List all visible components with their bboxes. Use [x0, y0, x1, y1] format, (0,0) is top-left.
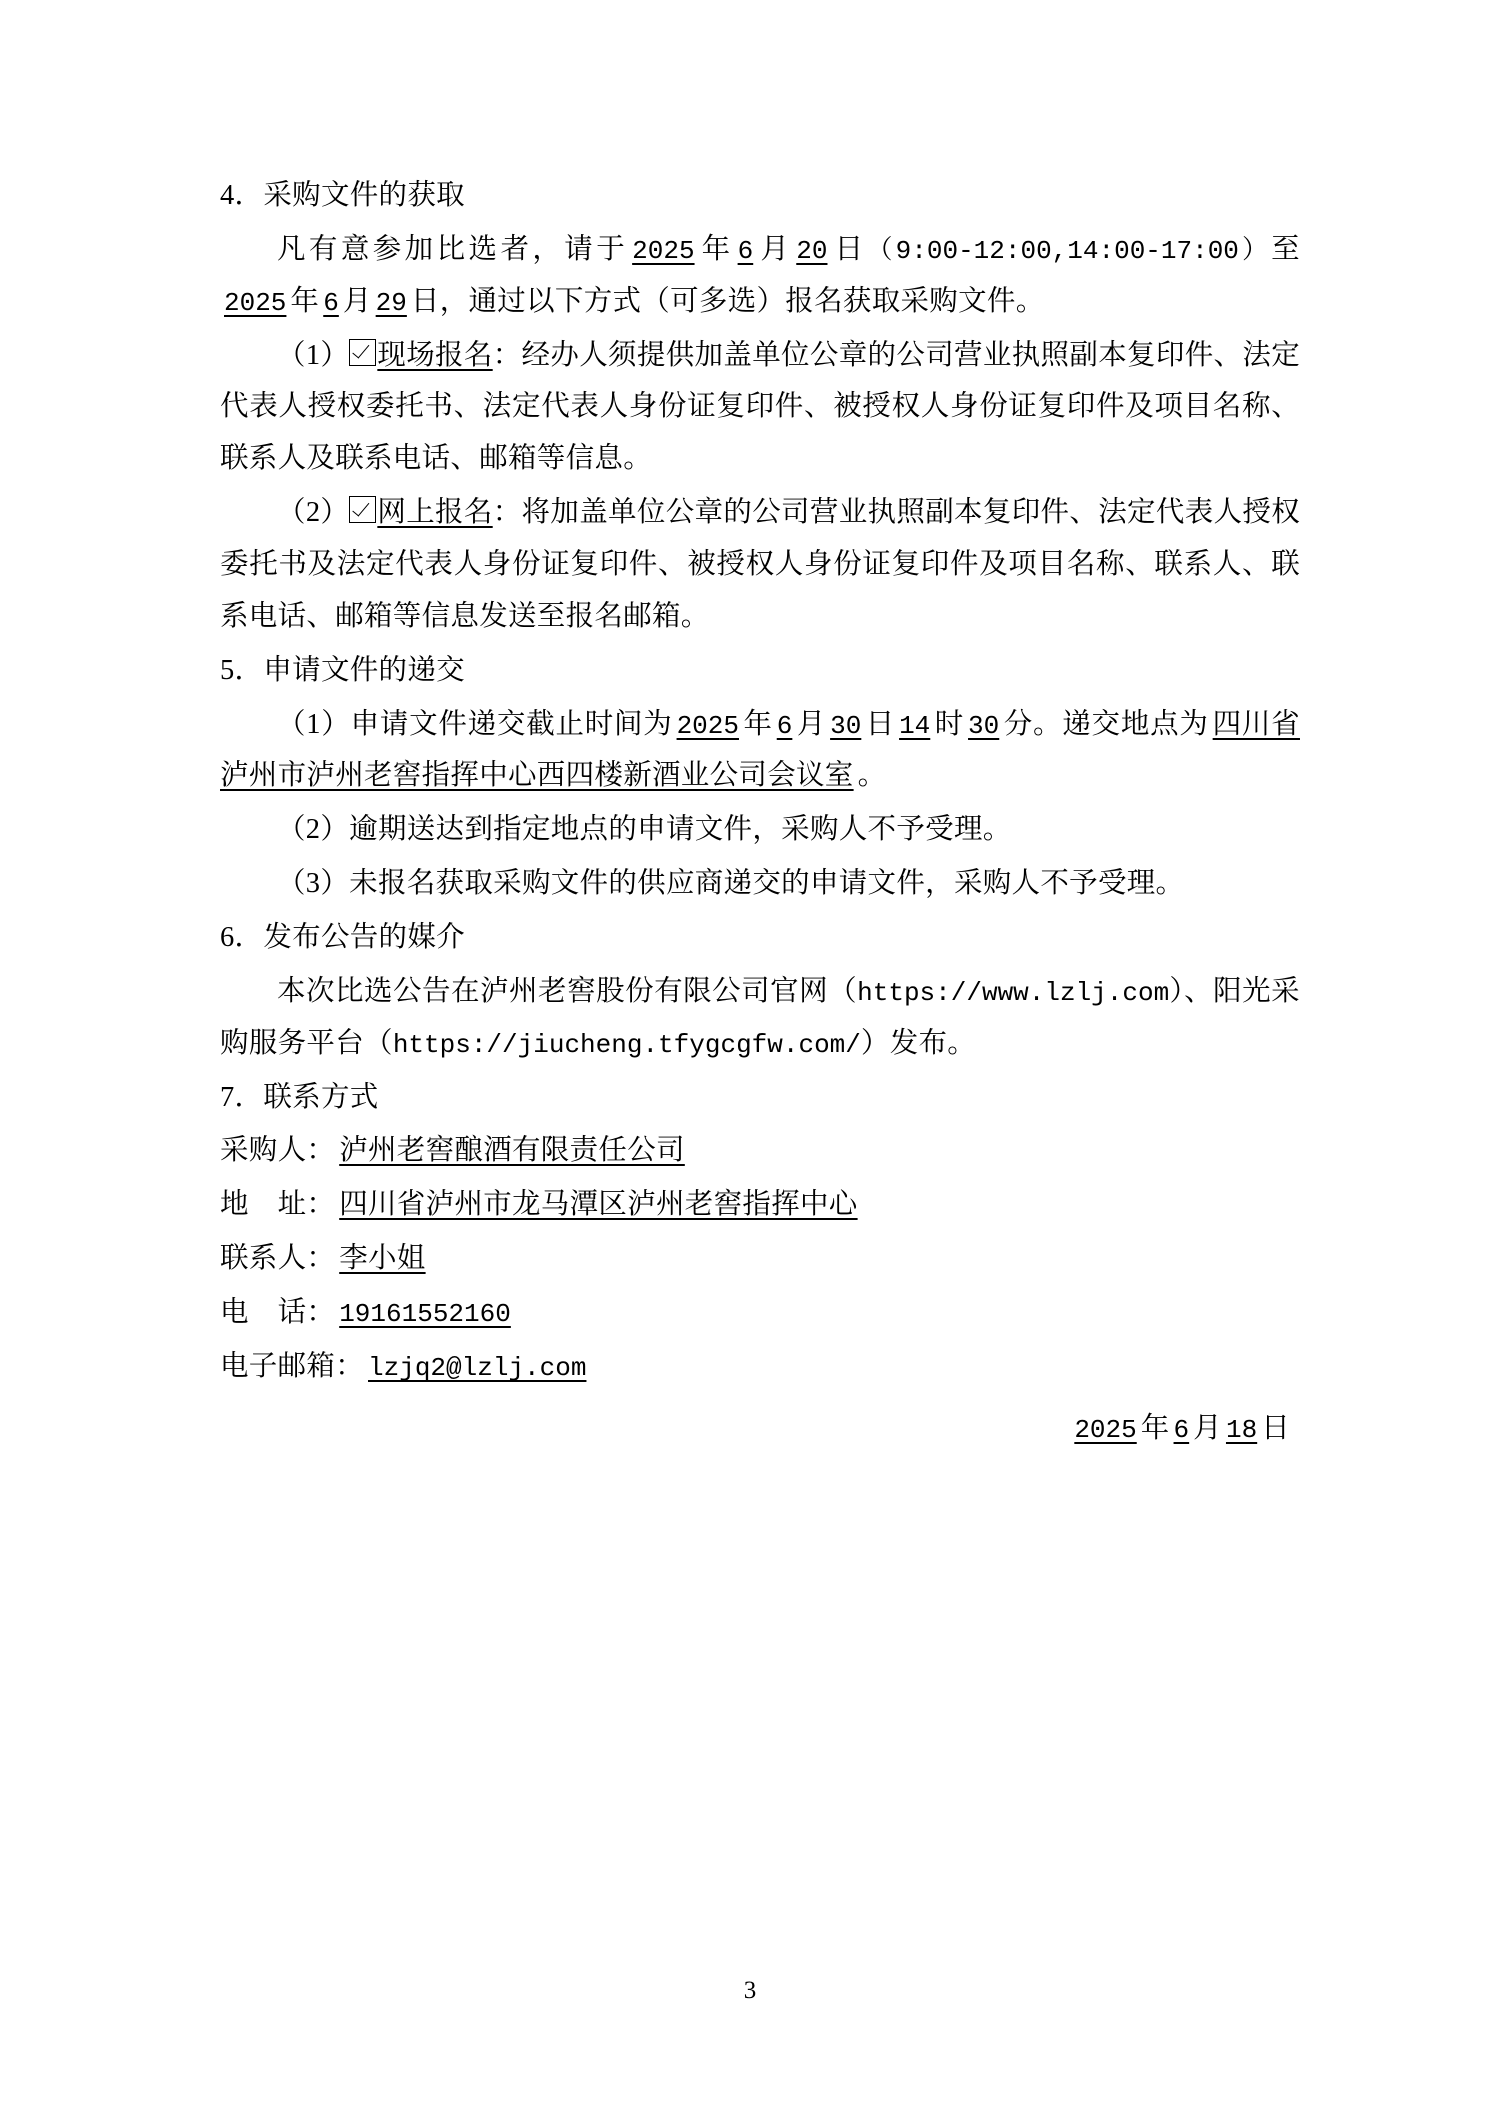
contact-label-phone: 电 话： [220, 1297, 336, 1329]
s5-deadline-month: 6 [776, 710, 793, 741]
contact-value-phone: 19161552160 [339, 1299, 511, 1330]
s4-end-year: 2025 [224, 287, 287, 318]
contact-label-address: 地 址： [220, 1189, 336, 1221]
s4-item2-number: （2） [277, 497, 350, 529]
contact-value-purchaser: 泸州老窖酿酒有限责任公司 [339, 1135, 685, 1167]
page-number: 3 [743, 1977, 757, 2004]
s4-end-month: 6 [323, 287, 339, 318]
s4-year-unit-2: 年 [290, 285, 320, 317]
s5-deadline-day: 30 [830, 710, 862, 741]
s4-end-day: 29 [375, 287, 407, 318]
contact-label-purchaser: 采购人： [220, 1135, 336, 1167]
contact-row-email [220, 1341, 1300, 1393]
contact-value-person: 李小姐 [339, 1243, 426, 1275]
sign-month: 6 [1173, 1414, 1190, 1445]
checkbox-checked-icon[interactable] [349, 339, 376, 366]
section-4-heading: 4．采购文件的获取 [220, 180, 465, 211]
s4-item1-number: （1） [277, 339, 350, 371]
s4-item1-text: ：经办人须提供加盖单位公章的公司营业执照副本复印件、法定代表人授权委托书、法定代表人身份证复印件、被授权人身份证复印件及项目名称、联系人及联系电话、邮箱等信息。 [220, 339, 1301, 475]
sign-year: 2025 [1074, 1414, 1137, 1445]
contact-row-address [220, 1179, 1300, 1231]
section-4-paragraph-1 [220, 224, 1300, 328]
s5-deadline-hour: 14 [899, 710, 931, 741]
section-5-item-2: （2）逾期送达到指定地点的申请文件，采购人不予受理。 [277, 814, 1012, 846]
s6-text-b: ）、阳光采购服务平台（ [220, 975, 1300, 1059]
procurement-platform-url[interactable]: https://jiucheng.tfygcgfw.com/ [392, 1029, 861, 1060]
checkbox-checked-icon[interactable] [349, 496, 376, 523]
s5-deadline-minute: 30 [968, 710, 1000, 741]
s5-deadline-year: 2025 [676, 710, 739, 741]
contact-row-phone [220, 1287, 1300, 1339]
s6-text-a: 本次比选公告在泸州老窖股份有限公司官网（ [277, 975, 858, 1007]
section-4-item-2 [220, 487, 1300, 643]
section-6-heading: 6．发布公告的媒介 [220, 922, 465, 954]
contact-row-person [220, 1233, 1300, 1285]
s4-p1-text-a: 凡有意参加比选者，请于 [277, 233, 629, 265]
s5-month-unit: 月 [796, 708, 827, 740]
contact-label-person: 联系人： [220, 1243, 336, 1275]
s5-year-unit: 年 [742, 708, 773, 740]
s4-time-range: （9:00-12:00,14:00-17:00） [866, 235, 1272, 266]
contact-value-email[interactable]: lzjq2@lzlj.com [368, 1352, 587, 1383]
contact-value-address: 四川省泸州市龙马潭区泸州老窖指挥中心 [339, 1189, 858, 1221]
sign-day-unit: 日 [1261, 1412, 1290, 1444]
s4-item1-title: 现场报名 [377, 339, 493, 371]
s4-year-unit-1: 年 [698, 233, 734, 265]
s4-start-day: 20 [796, 235, 828, 266]
s5-item1-text-a: （1）申请文件递交截止时间为 [277, 708, 673, 740]
document-body [220, 170, 1300, 1455]
sign-year-unit: 年 [1140, 1412, 1170, 1444]
s5-submission-place: 四川省泸州市泸州老窖指挥中心西四楼新酒业公司会议室 [220, 708, 1300, 792]
contact-label-email: 电子邮箱： [220, 1350, 365, 1382]
section-5-heading: 5．申请文件的递交 [220, 654, 465, 686]
s5-item1-text-c: 。 [857, 760, 887, 792]
s4-month-unit-2: 月 [342, 285, 372, 317]
s5-day-unit: 日 [865, 708, 896, 740]
sign-month-unit: 月 [1193, 1412, 1222, 1444]
s5-minute-unit: 分 [1003, 708, 1033, 740]
s4-p1-text-b: 至 [1271, 233, 1300, 265]
s6-text-c: ）发布。 [860, 1027, 977, 1059]
s4-item2-text: ：将加盖单位公章的公司营业执照副本复印件、法定代表人授权委托书及法定代表人身份证复印件、被授权人身份证复印件及项目名称、联系人、联系电话、邮箱等信息发送至报名邮箱。 [220, 497, 1301, 632]
official-website-url[interactable]: https://www.lzlj.com [857, 977, 1170, 1008]
s4-start-year: 2025 [632, 235, 695, 266]
section-6-paragraph [220, 966, 1300, 1070]
s4-day-unit-1: 日 [831, 233, 867, 265]
section-7-heading: 7．联系方式 [220, 1081, 379, 1113]
s4-month-unit-1: 月 [757, 233, 793, 265]
section-5-item-3: （3）未报名获取采购文件的供应商递交的申请文件，采购人不予受理。 [277, 868, 1185, 900]
sign-day: 18 [1225, 1414, 1258, 1445]
s4-day-unit-2: 日 [410, 285, 440, 317]
contact-row-purchaser [220, 1125, 1300, 1177]
s4-start-month: 6 [737, 235, 754, 266]
signature-date [220, 1403, 1300, 1455]
s5-item1-text-b: 。递交地点为 [1033, 708, 1209, 740]
section-4-item-1 [220, 330, 1300, 486]
s4-p1-text-c: ，通过以下方式（可多选）报名获取采购文件。 [439, 285, 1045, 317]
section-5-item-1 [220, 699, 1300, 803]
s5-hour-unit: 时 [934, 708, 965, 740]
s4-item2-title: 网上报名 [377, 497, 493, 529]
